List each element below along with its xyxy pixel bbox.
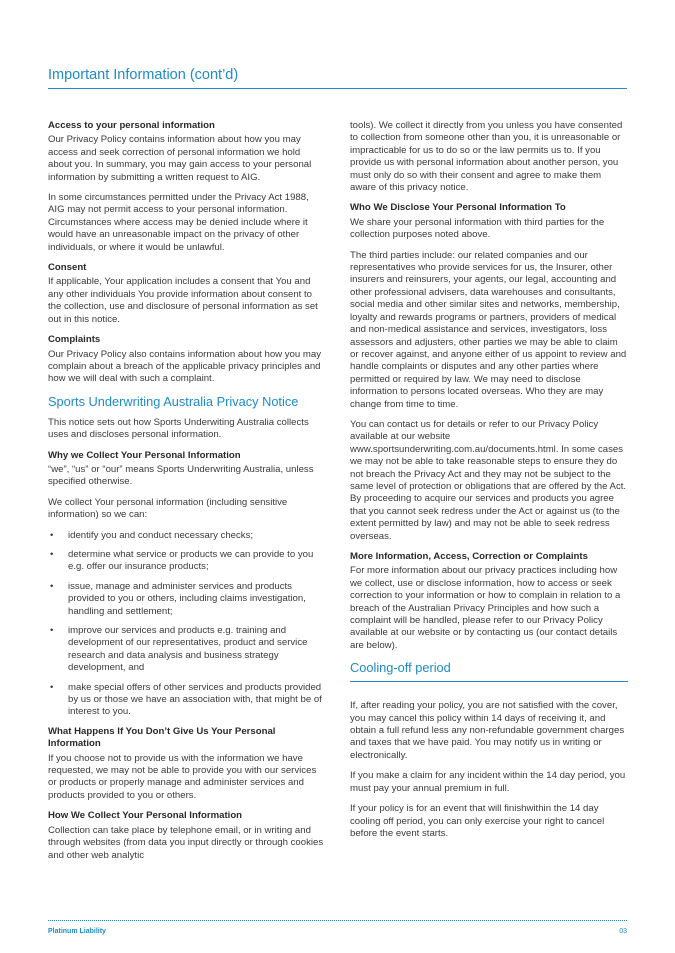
paragraph: In some circumstances permitted under the Privacy Act 1988, AIG may not permit access to your personal information. Circumstances where access may be denied include where it would have an unreasonable impact on the privacy of other individuals, or where it would be unlawful. xyxy=(48,192,309,253)
paragraph: If your policy is for an event that will finishwithin the 14 day cooling off period, you can only exercise your right to cancel before the event starts. xyxy=(350,803,605,839)
bullet-icon: • xyxy=(50,548,54,560)
list-item-text: issue, manage and administer services and products provided to you or others, including claims investigation, handling and settlement; xyxy=(68,580,306,617)
list-item-text: make special offers of other services and products provided by us or those we have an association with, that might be of interest to you. xyxy=(68,681,322,718)
list-item-text: identify you and conduct necessary checks; xyxy=(68,529,254,541)
paragraph: You can contact us for details or refer to our Privacy Policy available at our website www.sportsunderwriting.com.au/documents.html. In some cases we may not be able to take reasonable steps to ensure they do not breach the Privacy Act and they may not be subject to the same level of protection or obligations that are offered by the Act. By proceeding to acquire our services and products you agree that you cannot seek redress under the Act or against us (to the extent permitted by law) and may not be able to seek redress overseas. xyxy=(350,418,627,542)
paragraph: If you choose not to provide us with the information we have requested, we may not be able to provide you with our services or products or properly manage and administer services and products provided to you or others. xyxy=(48,752,317,801)
section-heading-how-collect: How We Collect Your Personal Information xyxy=(48,810,243,822)
bullet-icon: • xyxy=(50,625,54,636)
footer-divider xyxy=(48,920,627,921)
list-item xyxy=(48,549,326,574)
section-heading-more-information: More Information, Access, Correction or Complaints xyxy=(350,551,588,562)
title-divider xyxy=(48,88,627,89)
paragraph: Collection can take place by telephone email, or in writing and through websites (from data you input directly or through cookies and other web analytic xyxy=(48,824,324,861)
section-heading-consent: Consent xyxy=(48,262,87,274)
section-title-cooling-off: Cooling-off period xyxy=(350,660,451,676)
list-item xyxy=(48,625,326,675)
paragraph: Our Privacy Policy contains information about how you may access and seek correction of personal information we hold about you. In summary, you may gain access to your personal information by submitting a written request to AIG. xyxy=(48,134,312,183)
paragraph: tools). We collect it directly from you unless you have consented to collection from someone other than you, it is unreasonable or impracticable for us to do so or the law permits us to. If you provide us with personal information about another person, you must only do so with their consent and agree to make them aware of this privacy notice. xyxy=(350,120,623,194)
bullet-icon: • xyxy=(50,681,54,693)
paragraph: If you make a claim for any incident within the 14 day period, you must pay your annual premium in full. xyxy=(350,770,626,794)
paragraph: The third parties include: our related companies and our representatives who provide services for us, the Insurer, other insurers and reinsurers, your agents, our legal, accounting and other professional advisers, data warehouses and consultants, social media and other similar sites and networks, membership, loyalty and rewards programs or partners, providers of medical and non-medical assistance and services, investigators, loss assessors and adjusters, other parties we may be able to claim or recover against, and anyone either of us appoint to review and handle complaints or disputes and any other parties where permitted or required by law. We may need to disclose information to persons located overseas. Who they are may change from time to time. xyxy=(350,249,627,410)
section-heading-what-happens: What Happens If You Don’t Give Us Your Personal Information xyxy=(48,725,276,750)
paragraph: If, after reading your policy, you are not satisfied with the cover, you may cancel this policy within 14 days of receiving it, and obtain a full refund less any non-refundable government charges and taxes that we have paid. You may notify us in writing or electronically. xyxy=(350,700,625,761)
bullet-icon: • xyxy=(50,529,54,541)
bullet-icon: • xyxy=(50,580,54,592)
paragraph: This notice sets out how Sports Underwiting Australia collects uses and discloses personal information. xyxy=(48,416,309,441)
list-item xyxy=(48,682,326,719)
list-item-text: improve our services and products e.g. training and development of our representatives, product and service research and data analysis and business strategy development, and xyxy=(68,625,308,674)
list-item xyxy=(48,530,326,542)
purpose-list xyxy=(48,530,326,719)
section-heading-who-disclose: Who We Disclose Your Personal Information To xyxy=(350,202,566,214)
section-heading-access: Access to your personal information xyxy=(48,120,215,131)
paragraph: We collect Your personal information (including sensitive information) so we can: xyxy=(48,496,288,521)
paragraph: We share your personal information with third parties for the collection purposes noted above. xyxy=(350,216,605,241)
section-heading-why-collect: Why we Collect Your Personal Information xyxy=(48,449,241,461)
section-divider xyxy=(350,681,628,682)
paragraph: Our Privacy Policy also contains information about how you may complain about a breach of the applicable privacy principles and how we will deal with such a complaint. xyxy=(48,348,322,385)
paragraph: If applicable, Your application includes a consent that You and any other individuals You provide information about consent to the collection, use and disclosure of personal information as set out in this notice. xyxy=(48,276,318,325)
left-column xyxy=(48,120,326,870)
paragraph: “we”, “us” or “our” means Sports Underwriting Australia, unless specified otherwise. xyxy=(48,463,314,488)
section-heading-complaints: Complaints xyxy=(48,334,101,346)
list-item-text: determine what service or products we can provide to you e.g. offer our insurance products; xyxy=(68,548,314,573)
page-number: 03 xyxy=(619,928,627,935)
list-item xyxy=(48,581,326,618)
page-title: Important Information (cont’d) xyxy=(48,67,239,83)
paragraph: For more information about our privacy practices including how we collect, use or disclose information, how to access or seek correction to your information or how to complain in relation to a breach of the Australian Privacy Principles and how such a complaint will be handled, please refer to our Privacy Policy available at our website or by contacting us (our contact details are below). xyxy=(350,565,621,651)
footer-product-name: Platinum Liability xyxy=(48,928,106,935)
section-title-sports-privacy-notice: Sports Underwriting Australia Privacy Notice xyxy=(48,393,299,409)
right-column xyxy=(350,120,628,848)
